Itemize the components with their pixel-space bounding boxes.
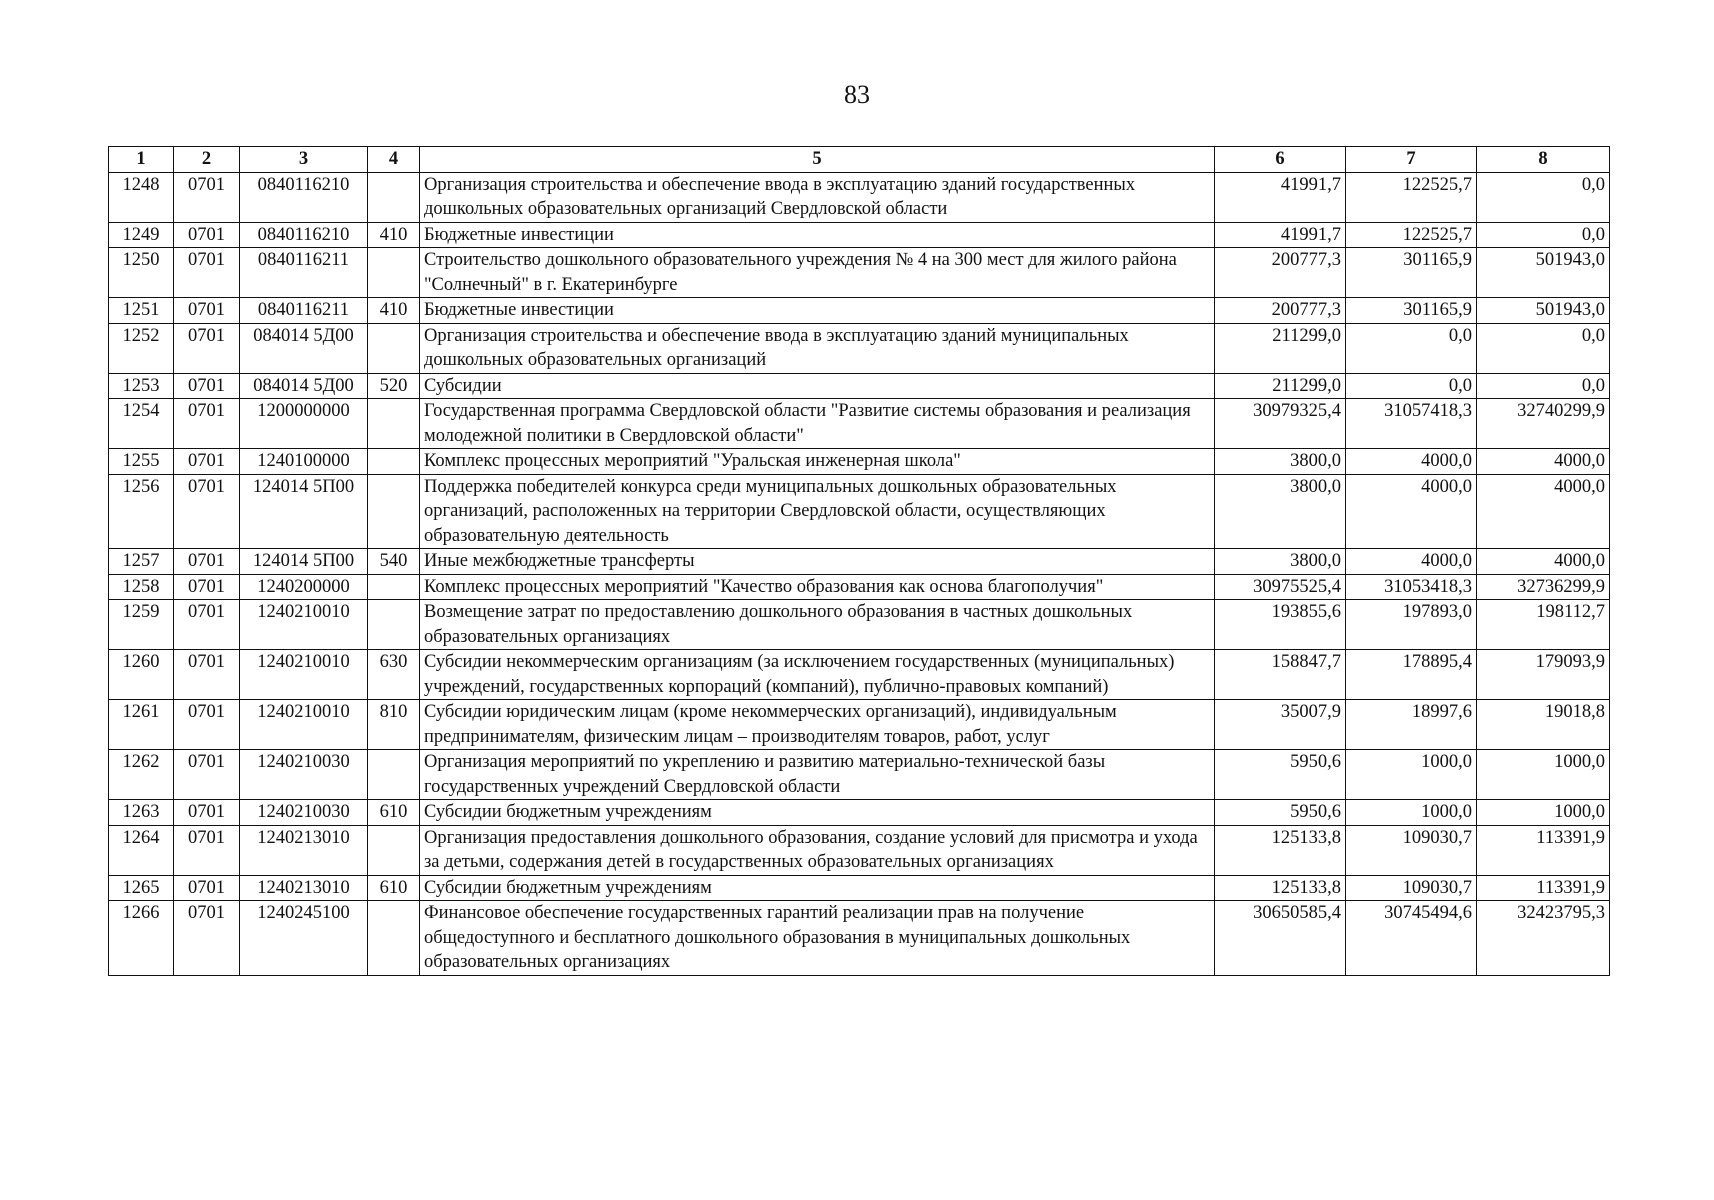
section-code: 0701 [174,474,240,549]
amount-year-3: 32736299,9 [1477,574,1610,600]
item-name: Государственная программа Свердловской области "Развитие системы образования и реализация молодежной политики в Свердловской области" [420,399,1215,449]
table-row [109,323,1610,373]
section-code: 0701 [174,700,240,750]
row-number: 1253 [109,373,174,399]
amount-year-1: 41991,7 [1215,222,1346,248]
table-row [109,825,1610,875]
target-code: 0840116210 [240,222,368,248]
row-number: 1266 [109,901,174,976]
expense-type [368,323,420,373]
table-row [109,298,1610,324]
target-code: 1240210010 [240,600,368,650]
row-number: 1256 [109,474,174,549]
amount-year-2: 122525,7 [1346,222,1477,248]
table-row [109,650,1610,700]
amount-year-1: 35007,9 [1215,700,1346,750]
expense-type [368,901,420,976]
amount-year-2: 4000,0 [1346,549,1477,575]
table-row [109,700,1610,750]
expense-type: 610 [368,875,420,901]
row-number: 1263 [109,800,174,826]
amount-year-2: 31053418,3 [1346,574,1477,600]
row-number: 1252 [109,323,174,373]
amount-year-2: 197893,0 [1346,600,1477,650]
table-row [109,549,1610,575]
section-code: 0701 [174,574,240,600]
row-number: 1265 [109,875,174,901]
target-code: 1240210030 [240,750,368,800]
amount-year-2: 301165,9 [1346,248,1477,298]
target-code: 1240213010 [240,875,368,901]
item-name: Строительство дошкольного образовательного учреждения № 4 на 300 мест для жилого района "Солнечный" в г. Екатеринбурге [420,248,1215,298]
amount-year-3: 0,0 [1477,323,1610,373]
amount-year-1: 211299,0 [1215,323,1346,373]
target-code: 1240210030 [240,800,368,826]
header-cell-7: 7 [1346,147,1477,173]
amount-year-1: 30975525,4 [1215,574,1346,600]
expense-type [368,750,420,800]
header-cell-1: 1 [109,147,174,173]
section-code: 0701 [174,373,240,399]
target-code: 1240245100 [240,901,368,976]
item-name: Субсидии бюджетным учреждениям [420,875,1215,901]
row-number: 1260 [109,650,174,700]
amount-year-2: 0,0 [1346,373,1477,399]
table-row [109,600,1610,650]
row-number: 1262 [109,750,174,800]
amount-year-1: 125133,8 [1215,825,1346,875]
item-name: Бюджетные инвестиции [420,298,1215,324]
section-code: 0701 [174,549,240,575]
amount-year-1: 5950,6 [1215,800,1346,826]
section-code: 0701 [174,750,240,800]
row-number: 1250 [109,248,174,298]
target-code: 1240210010 [240,700,368,750]
amount-year-2: 4000,0 [1346,474,1477,549]
item-name: Финансовое обеспечение государственных гарантий реализации прав на получение общедоступного и бесплатного дошкольного образования в муниципальных дошкольных образовательных организациях [420,901,1215,976]
budget-table [108,146,1610,976]
amount-year-3: 198112,7 [1477,600,1610,650]
amount-year-1: 193855,6 [1215,600,1346,650]
amount-year-3: 4000,0 [1477,474,1610,549]
amount-year-1: 30650585,4 [1215,901,1346,976]
target-code: 084014 5Д00 [240,373,368,399]
amount-year-3: 113391,9 [1477,825,1610,875]
amount-year-2: 18997,6 [1346,700,1477,750]
page-number: 83 [844,80,870,109]
target-code: 0840116211 [240,298,368,324]
row-number: 1251 [109,298,174,324]
item-name: Возмещение затрат по предоставлению дошкольного образования в частных дошкольных образовательных организациях [420,600,1215,650]
table-row [109,750,1610,800]
table-body [109,172,1610,975]
row-number: 1255 [109,449,174,475]
amount-year-1: 30979325,4 [1215,399,1346,449]
amount-year-3: 113391,9 [1477,875,1610,901]
expense-type: 610 [368,800,420,826]
row-number: 1261 [109,700,174,750]
amount-year-2: 1000,0 [1346,750,1477,800]
amount-year-2: 301165,9 [1346,298,1477,324]
amount-year-2: 4000,0 [1346,449,1477,475]
amount-year-1: 3800,0 [1215,449,1346,475]
table-row [109,800,1610,826]
row-number: 1258 [109,574,174,600]
amount-year-2: 30745494,6 [1346,901,1477,976]
section-code: 0701 [174,600,240,650]
target-code: 0840116211 [240,248,368,298]
amount-year-3: 32423795,3 [1477,901,1610,976]
header-cell-6: 6 [1215,147,1346,173]
table-row [109,248,1610,298]
amount-year-2: 31057418,3 [1346,399,1477,449]
item-name: Организация предоставления дошкольного образования, создание условий для присмотра и ухода за детьми, содержания детей в государственных образовательных организациях [420,825,1215,875]
amount-year-3: 32740299,9 [1477,399,1610,449]
row-number: 1254 [109,399,174,449]
expense-type: 520 [368,373,420,399]
amount-year-1: 3800,0 [1215,549,1346,575]
amount-year-3: 501943,0 [1477,248,1610,298]
section-code: 0701 [174,323,240,373]
item-name: Субсидии некоммерческим организациям (за исключением государственных (муниципальных) учреждений, государственных корпораций (компаний), публично-правовых компаний) [420,650,1215,700]
expense-type: 810 [368,700,420,750]
header-cell-8: 8 [1477,147,1610,173]
amount-year-2: 0,0 [1346,323,1477,373]
table-row [109,373,1610,399]
table-row [109,449,1610,475]
amount-year-1: 41991,7 [1215,172,1346,222]
expense-type [368,825,420,875]
expense-type [368,248,420,298]
row-number: 1264 [109,825,174,875]
expense-type [368,574,420,600]
target-code: 1240100000 [240,449,368,475]
section-code: 0701 [174,248,240,298]
section-code: 0701 [174,800,240,826]
target-code: 1200000000 [240,399,368,449]
amount-year-3: 4000,0 [1477,449,1610,475]
section-code: 0701 [174,875,240,901]
target-code: 1240200000 [240,574,368,600]
row-number: 1249 [109,222,174,248]
amount-year-2: 1000,0 [1346,800,1477,826]
header-cell-5: 5 [420,147,1215,173]
amount-year-3: 179093,9 [1477,650,1610,700]
item-name: Субсидии [420,373,1215,399]
table-row [109,399,1610,449]
header-cell-2: 2 [174,147,240,173]
row-number: 1248 [109,172,174,222]
amount-year-3: 0,0 [1477,373,1610,399]
section-code: 0701 [174,825,240,875]
row-number: 1257 [109,549,174,575]
expense-type: 410 [368,222,420,248]
table-row [109,901,1610,976]
section-code: 0701 [174,901,240,976]
amount-year-3: 501943,0 [1477,298,1610,324]
expense-type [368,172,420,222]
item-name: Комплекс процессных мероприятий "Качество образования как основа благополучия" [420,574,1215,600]
row-number: 1259 [109,600,174,650]
amount-year-1: 200777,3 [1215,248,1346,298]
amount-year-1: 158847,7 [1215,650,1346,700]
header-row [109,147,1610,173]
amount-year-3: 1000,0 [1477,800,1610,826]
amount-year-1: 5950,6 [1215,750,1346,800]
item-name: Иные межбюджетные трансферты [420,549,1215,575]
item-name: Организация строительства и обеспечение ввода в эксплуатацию зданий муниципальных дошкольных образовательных организаций [420,323,1215,373]
amount-year-2: 109030,7 [1346,875,1477,901]
expense-type [368,474,420,549]
section-code: 0701 [174,298,240,324]
item-name: Организация строительства и обеспечение ввода в эксплуатацию зданий государственных дошкольных образовательных организаций Свердловской области [420,172,1215,222]
expense-type: 540 [368,549,420,575]
table-row [109,574,1610,600]
table-row [109,875,1610,901]
target-code: 124014 5П00 [240,474,368,549]
amount-year-1: 200777,3 [1215,298,1346,324]
item-name: Поддержка победителей конкурса среди муниципальных дошкольных образовательных организаций, расположенных на территории Свердловской области, осуществляющих образовательную деятельность [420,474,1215,549]
section-code: 0701 [174,172,240,222]
section-code: 0701 [174,449,240,475]
amount-year-1: 125133,8 [1215,875,1346,901]
amount-year-1: 211299,0 [1215,373,1346,399]
amount-year-3: 1000,0 [1477,750,1610,800]
target-code: 1240210010 [240,650,368,700]
amount-year-1: 3800,0 [1215,474,1346,549]
expense-type [368,449,420,475]
item-name: Организация мероприятий по укреплению и развитию материально-технической базы государственных учреждений Свердловской области [420,750,1215,800]
header-cell-4: 4 [368,147,420,173]
expense-type [368,600,420,650]
target-code: 124014 5П00 [240,549,368,575]
header-cell-3: 3 [240,147,368,173]
table-row [109,222,1610,248]
target-code: 1240213010 [240,825,368,875]
amount-year-3: 19018,8 [1477,700,1610,750]
section-code: 0701 [174,222,240,248]
item-name: Субсидии юридическим лицам (кроме некоммерческих организаций), индивидуальным предпринимателям, физическим лицам – производителям товаров, работ, услуг [420,700,1215,750]
table-row [109,474,1610,549]
table-row [109,172,1610,222]
amount-year-3: 0,0 [1477,172,1610,222]
amount-year-3: 4000,0 [1477,549,1610,575]
expense-type: 410 [368,298,420,324]
section-code: 0701 [174,399,240,449]
item-name: Субсидии бюджетным учреждениям [420,800,1215,826]
section-code: 0701 [174,650,240,700]
amount-year-2: 178895,4 [1346,650,1477,700]
amount-year-2: 122525,7 [1346,172,1477,222]
amount-year-3: 0,0 [1477,222,1610,248]
expense-type [368,399,420,449]
expense-type: 630 [368,650,420,700]
item-name: Бюджетные инвестиции [420,222,1215,248]
target-code: 084014 5Д00 [240,323,368,373]
target-code: 0840116210 [240,172,368,222]
amount-year-2: 109030,7 [1346,825,1477,875]
item-name: Комплекс процессных мероприятий "Уральская инженерная школа" [420,449,1215,475]
